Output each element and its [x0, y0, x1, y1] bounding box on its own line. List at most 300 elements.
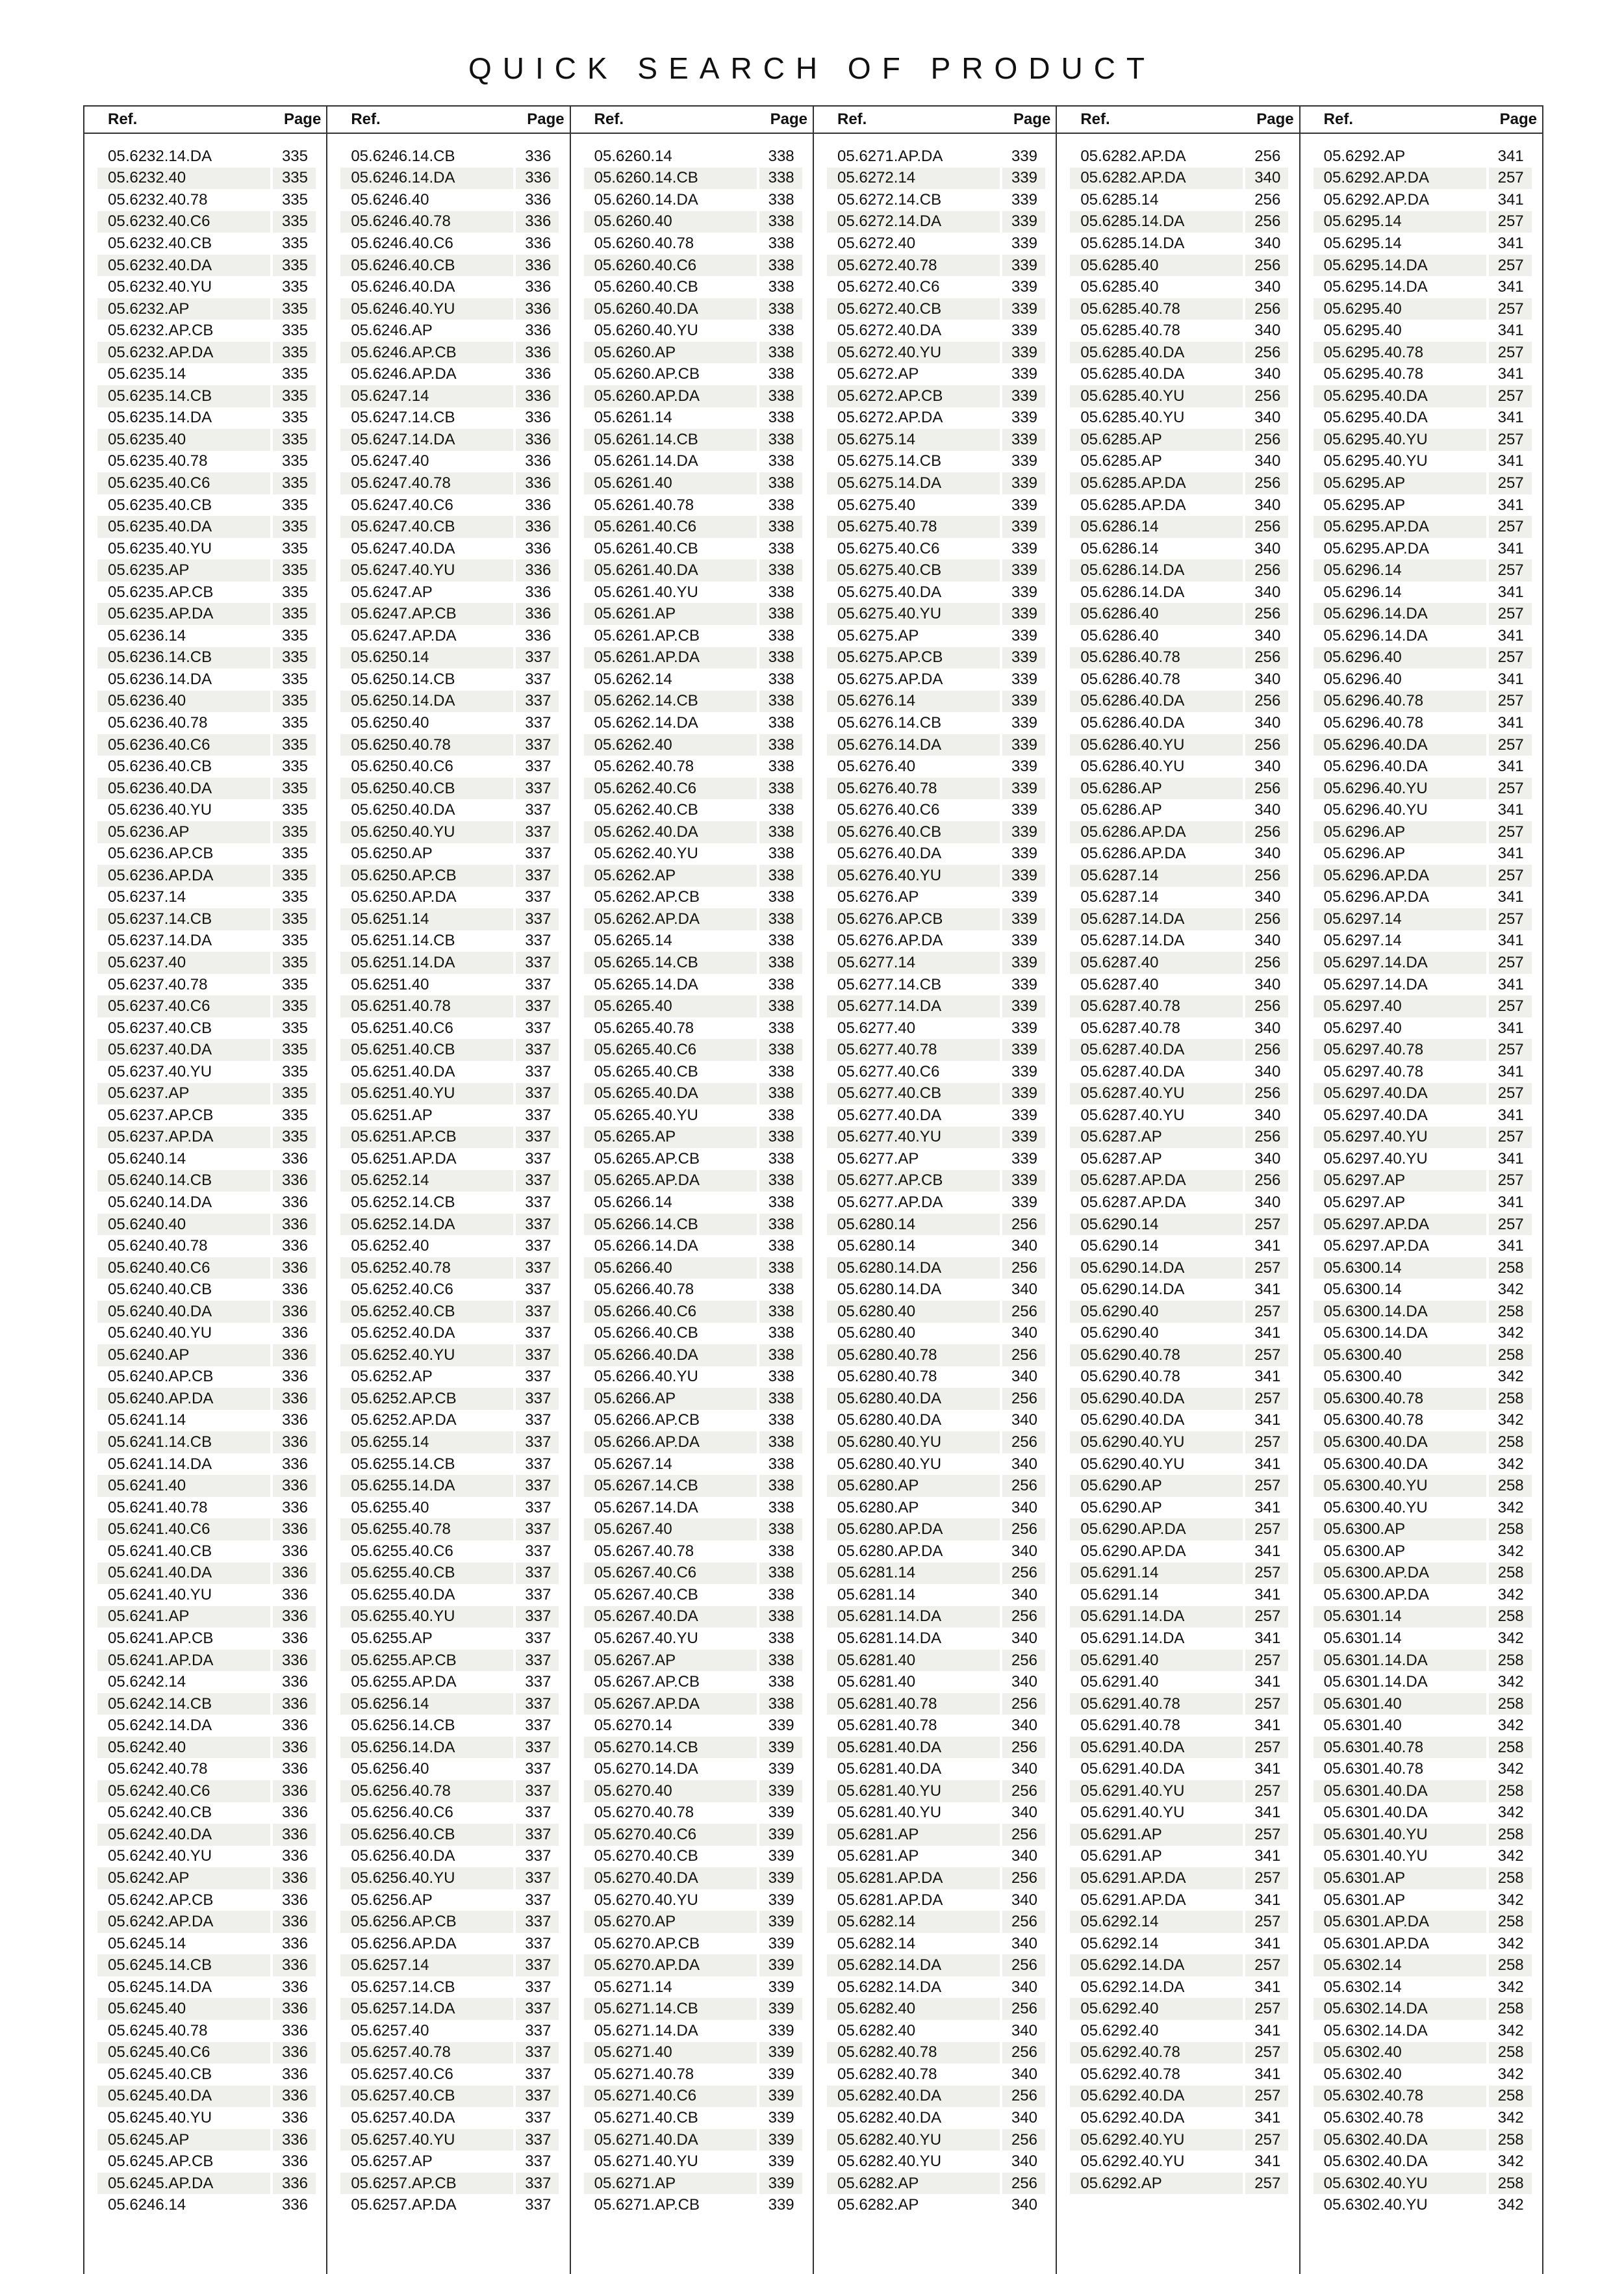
- product-ref: 05.6295.40: [1313, 298, 1486, 320]
- page-number: 341: [1489, 887, 1532, 909]
- product-ref: 05.6267.14.DA: [584, 1497, 757, 1519]
- page-number: 335: [273, 298, 316, 320]
- table-row: [327, 1715, 569, 1737]
- product-ref: 05.6291.40.YU: [1070, 1780, 1243, 1802]
- product-ref: 05.6296.14: [1313, 559, 1486, 581]
- product-ref: 05.6237.AP.DA: [97, 1127, 270, 1149]
- page-number: 256: [1245, 211, 1288, 233]
- page-number: 336: [273, 1344, 316, 1366]
- product-ref: 05.6247.40.DA: [340, 538, 513, 560]
- product-ref: 05.6251.40.DA: [340, 1061, 513, 1083]
- product-ref: 05.6260.14.DA: [584, 189, 757, 211]
- table-row: [84, 559, 326, 581]
- product-ref: 05.6247.14.DA: [340, 429, 513, 451]
- table-row: [571, 1606, 813, 1628]
- product-ref: 05.6235.40.DA: [97, 516, 270, 538]
- table-row: [814, 952, 1056, 974]
- product-ref: 05.6246.40.YU: [340, 298, 513, 320]
- page-number: 337: [516, 691, 559, 713]
- table-row: [1300, 342, 1542, 364]
- page-number: 341: [1489, 407, 1532, 429]
- table-row: [1057, 1584, 1299, 1606]
- page-number: 336: [273, 2042, 316, 2064]
- product-ref: 05.6252.40.C6: [340, 1279, 513, 1301]
- product-ref: 05.6251.AP.DA: [340, 1148, 513, 1170]
- table-row: [814, 1301, 1056, 1323]
- page-number: 337: [516, 1475, 559, 1497]
- table-row: [814, 1911, 1056, 1933]
- table-row: [1057, 1933, 1299, 1955]
- product-ref: 05.6276.AP.DA: [827, 930, 1000, 952]
- product-ref: 05.6280.40.YU: [827, 1453, 1000, 1476]
- product-ref: 05.6272.AP.CB: [827, 385, 1000, 407]
- table-row: [571, 472, 813, 494]
- table-row: [814, 1889, 1056, 1911]
- table-row: [84, 625, 326, 647]
- table-row: [84, 472, 326, 494]
- page-number: 336: [516, 451, 559, 473]
- product-ref: 05.6251.40.CB: [340, 1039, 513, 1061]
- product-ref: 05.6260.40: [584, 211, 757, 233]
- table-row: [84, 168, 326, 190]
- product-ref: 05.6297.40.DA: [1313, 1105, 1486, 1127]
- product-ref: 05.6287.AP: [1070, 1127, 1243, 1149]
- table-row: [327, 1388, 569, 1410]
- page-number: 341: [1245, 1846, 1288, 1868]
- product-ref: 05.6292.40.78: [1070, 2063, 1243, 2086]
- page-number: 340: [1245, 625, 1288, 647]
- product-ref: 05.6300.14.DA: [1313, 1323, 1486, 1345]
- table-row: [1057, 1650, 1299, 1672]
- product-ref: 05.6257.40: [340, 2020, 513, 2042]
- product-ref: 05.6256.AP: [340, 1889, 513, 1911]
- table-row: [327, 1584, 569, 1606]
- product-ref: 05.6251.AP: [340, 1105, 513, 1127]
- product-ref: 05.6266.40.YU: [584, 1366, 757, 1388]
- product-ref: 05.6267.AP.CB: [584, 1671, 757, 1693]
- page-number: 337: [516, 1563, 559, 1585]
- product-ref: 05.6272.40.C6: [827, 276, 1000, 298]
- table-row: [571, 712, 813, 734]
- table-row: [814, 1563, 1056, 1585]
- table-row: [84, 647, 326, 669]
- table-row: [571, 2173, 813, 2195]
- table-row: [327, 1344, 569, 1366]
- page-number: 338: [759, 908, 802, 930]
- page-number: 342: [1489, 1715, 1532, 1737]
- page-number: 256: [1002, 2173, 1045, 2195]
- table-row: [1057, 1235, 1299, 1257]
- page-number: 337: [516, 1584, 559, 1606]
- table-row: [1300, 2129, 1542, 2151]
- table-row: [571, 2086, 813, 2108]
- product-ref: 05.6280.14.DA: [827, 1279, 1000, 1301]
- product-ref: 05.6266.40.CB: [584, 1323, 757, 1345]
- product-ref: 05.6265.14: [584, 930, 757, 952]
- page-number: 336: [516, 233, 559, 255]
- product-ref: 05.6296.40.78: [1313, 712, 1486, 734]
- table-row: [814, 756, 1056, 778]
- table-row: [571, 1824, 813, 1846]
- table-row: [327, 1802, 569, 1824]
- page-number: 341: [1489, 233, 1532, 255]
- table-row: [327, 778, 569, 800]
- table-row: [814, 2063, 1056, 2086]
- page-number: 342: [1489, 1497, 1532, 1519]
- table-row: [814, 1867, 1056, 1889]
- table-row: [84, 1650, 326, 1672]
- page-number: 335: [273, 799, 316, 821]
- page-number: 338: [759, 494, 802, 517]
- product-ref: 05.6292.40.78: [1070, 2042, 1243, 2064]
- page-number: 339: [1002, 559, 1045, 581]
- product-ref: 05.6277.AP.CB: [827, 1170, 1000, 1192]
- table-row: [327, 1954, 569, 1976]
- product-ref: 05.6267.40.C6: [584, 1563, 757, 1585]
- page-number: 336: [516, 516, 559, 538]
- product-ref: 05.6292.40.YU: [1070, 2129, 1243, 2151]
- product-ref: 05.6277.14: [827, 952, 1000, 974]
- page-number: 342: [1489, 1584, 1532, 1606]
- page-number: 258: [1489, 1911, 1532, 1933]
- page-number: 338: [759, 821, 802, 843]
- product-ref: 05.6291.40.78: [1070, 1693, 1243, 1715]
- page-number: 256: [1002, 1606, 1045, 1628]
- table-row: [1057, 1911, 1299, 1933]
- page-number: 256: [1245, 734, 1288, 756]
- product-ref: 05.6236.40.CB: [97, 756, 270, 778]
- product-ref: 05.6271.40.78: [584, 2063, 757, 2086]
- table-row: [1300, 1388, 1542, 1410]
- page-number: 338: [759, 581, 802, 604]
- page-number: 337: [516, 799, 559, 821]
- product-ref: 05.6242.14: [97, 1671, 270, 1693]
- product-ref: 05.6252.14.DA: [340, 1214, 513, 1236]
- product-ref: 05.6246.AP.DA: [340, 363, 513, 385]
- page-number: 336: [273, 2194, 316, 2216]
- product-ref: 05.6267.14.CB: [584, 1475, 757, 1497]
- table-row: [814, 1976, 1056, 1999]
- table-row: [571, 1802, 813, 1824]
- product-ref: 05.6297.14: [1313, 930, 1486, 952]
- table-row: [571, 1214, 813, 1236]
- product-ref: 05.6301.AP.DA: [1313, 1911, 1486, 1933]
- table-row: [327, 1061, 569, 1083]
- product-ref: 05.6246.14.CB: [340, 146, 513, 168]
- product-ref: 05.6256.40.78: [340, 1780, 513, 1802]
- page-number: 340: [1002, 1540, 1045, 1563]
- table-row: [327, 821, 569, 843]
- product-ref: 05.6286.14: [1070, 538, 1243, 560]
- table-row: [1057, 1889, 1299, 1911]
- table-row: [571, 146, 813, 168]
- table-row: [571, 1366, 813, 1388]
- product-ref: 05.6291.40.DA: [1070, 1758, 1243, 1780]
- product-ref: 05.6285.14: [1070, 189, 1243, 211]
- product-ref: 05.6291.14: [1070, 1563, 1243, 1585]
- page-number: 340: [1245, 799, 1288, 821]
- product-ref: 05.6237.14.DA: [97, 930, 270, 952]
- page-number: 257: [1245, 1867, 1288, 1889]
- table-row: [84, 712, 326, 734]
- table-row: [1057, 1758, 1299, 1780]
- product-ref: 05.6237.14.CB: [97, 908, 270, 930]
- table-row: [1300, 1039, 1542, 1061]
- product-ref: 05.6300.40.78: [1313, 1410, 1486, 1432]
- product-ref: 05.6285.40.78: [1070, 320, 1243, 342]
- product-ref: 05.6280.14: [827, 1214, 1000, 1236]
- page-number: 339: [1002, 734, 1045, 756]
- product-ref: 05.6265.40.C6: [584, 1039, 757, 1061]
- table-row: [84, 1715, 326, 1737]
- product-ref: 05.6296.14.DA: [1313, 625, 1486, 647]
- product-ref: 05.6287.40.78: [1070, 995, 1243, 1017]
- product-ref: 05.6291.40: [1070, 1671, 1243, 1693]
- page-number: 342: [1489, 1758, 1532, 1780]
- page-number: 339: [1002, 451, 1045, 473]
- product-ref: 05.6255.40.DA: [340, 1584, 513, 1606]
- product-ref: 05.6295.40.YU: [1313, 451, 1486, 473]
- product-ref: 05.6246.AP.CB: [340, 342, 513, 364]
- product-ref: 05.6242.14.CB: [97, 1693, 270, 1715]
- page-number: 336: [273, 1737, 316, 1759]
- page-number: 336: [273, 1323, 316, 1345]
- page-number: 257: [1489, 429, 1532, 451]
- page-number: 339: [759, 1911, 802, 1933]
- product-ref: 05.6232.40.C6: [97, 211, 270, 233]
- page-number: 335: [273, 559, 316, 581]
- product-ref: 05.6281.AP.DA: [827, 1889, 1000, 1911]
- table-row: [1057, 255, 1299, 277]
- page-number: 341: [1489, 146, 1532, 168]
- product-ref: 05.6245.40.DA: [97, 2086, 270, 2108]
- product-ref: 05.6271.40.CB: [584, 2107, 757, 2129]
- page-number: 337: [516, 1518, 559, 1540]
- page-number: 335: [273, 581, 316, 604]
- table-row: [84, 146, 326, 168]
- table-row: [84, 1802, 326, 1824]
- product-ref: 05.6276.14.DA: [827, 734, 1000, 756]
- product-ref: 05.6296.AP: [1313, 821, 1486, 843]
- table-row: [814, 1017, 1056, 1040]
- page-number: 340: [1245, 1192, 1288, 1214]
- page-number: 338: [759, 1127, 802, 1149]
- page-number: 340: [1002, 1802, 1045, 1824]
- page-number: 336: [516, 168, 559, 190]
- product-ref: 05.6265.40.78: [584, 1017, 757, 1040]
- product-ref: 05.6271.14.DA: [584, 2020, 757, 2042]
- product-ref: 05.6295.AP.DA: [1313, 538, 1486, 560]
- table-row: [814, 1235, 1056, 1257]
- product-ref: 05.6285.40.DA: [1070, 342, 1243, 364]
- product-ref: 05.6302.40: [1313, 2042, 1486, 2064]
- table-row: [327, 1214, 569, 1236]
- table-row: [814, 2151, 1056, 2173]
- page-number: 338: [759, 1475, 802, 1497]
- page-number: 337: [516, 1846, 559, 1868]
- product-ref: 05.6270.40: [584, 1780, 757, 1802]
- table-row: [1057, 342, 1299, 364]
- page-number: 338: [759, 1671, 802, 1693]
- product-ref: 05.6291.AP.DA: [1070, 1889, 1243, 1911]
- page-number: 341: [1245, 1758, 1288, 1780]
- table-row: [814, 1148, 1056, 1170]
- product-ref: 05.6297.40.YU: [1313, 1127, 1486, 1149]
- product-ref: 05.6237.40.CB: [97, 1017, 270, 1040]
- page-number: 335: [273, 712, 316, 734]
- page-number: 341: [1489, 189, 1532, 211]
- table-row: [1057, 1017, 1299, 1040]
- product-ref: 05.6262.14: [584, 669, 757, 691]
- product-ref: 05.6290.14: [1070, 1214, 1243, 1236]
- product-ref: 05.6245.14.DA: [97, 1976, 270, 1999]
- product-ref: 05.6232.AP: [97, 298, 270, 320]
- page-number: 336: [273, 1497, 316, 1519]
- page-number: 339: [1002, 1170, 1045, 1192]
- column-header: [1300, 107, 1542, 134]
- table-row: [1300, 799, 1542, 821]
- table-row: [84, 1148, 326, 1170]
- product-ref: 05.6302.40.78: [1313, 2107, 1486, 2129]
- table-row: [327, 1998, 569, 2020]
- product-ref: 05.6286.40.YU: [1070, 734, 1243, 756]
- page-number: 338: [759, 255, 802, 277]
- product-ref: 05.6266.14: [584, 1192, 757, 1214]
- table-row: [1300, 320, 1542, 342]
- product-ref: 05.6287.40.YU: [1070, 1083, 1243, 1105]
- table-row: [571, 189, 813, 211]
- product-ref: 05.6245.40: [97, 1998, 270, 2020]
- table-row: [571, 930, 813, 952]
- product-ref: 05.6281.40.DA: [827, 1737, 1000, 1759]
- page-number: 340: [1245, 494, 1288, 517]
- page-number: 341: [1245, 1366, 1288, 1388]
- table-row: [327, 1170, 569, 1192]
- product-ref: 05.6280.AP: [827, 1497, 1000, 1519]
- page-number: 337: [516, 1344, 559, 1366]
- table-row: [814, 189, 1056, 211]
- table-row: [327, 691, 569, 713]
- table-row: [814, 516, 1056, 538]
- product-ref: 05.6276.14: [827, 691, 1000, 713]
- page-number: 257: [1245, 1780, 1288, 1802]
- page-number: 336: [273, 2173, 316, 2195]
- table-row: [571, 995, 813, 1017]
- table-row: [327, 1235, 569, 1257]
- index-column: [327, 107, 570, 2274]
- product-ref: 05.6270.AP.CB: [584, 1933, 757, 1955]
- page-number: 340: [1002, 1846, 1045, 1868]
- page-number: 256: [1245, 821, 1288, 843]
- page-number: 335: [273, 1127, 316, 1149]
- table-row: [571, 1911, 813, 1933]
- table-row: [814, 2107, 1056, 2129]
- table-row: [84, 189, 326, 211]
- table-row: [571, 1954, 813, 1976]
- table-row: [571, 908, 813, 930]
- product-ref: 05.6272.14: [827, 168, 1000, 190]
- table-row: [571, 887, 813, 909]
- table-row: [814, 363, 1056, 385]
- product-ref: 05.6240.14.CB: [97, 1170, 270, 1192]
- page-number: 256: [1245, 952, 1288, 974]
- page-number: 339: [1002, 625, 1045, 647]
- page-number: 341: [1489, 494, 1532, 517]
- table-row: [571, 1518, 813, 1540]
- page-number: 336: [273, 1475, 316, 1497]
- table-row: [327, 385, 569, 407]
- product-ref: 05.6261.40.YU: [584, 581, 757, 604]
- table-row: [814, 2173, 1056, 2195]
- page-number: 338: [759, 1540, 802, 1563]
- product-ref: 05.6236.AP.CB: [97, 843, 270, 865]
- product-ref: 05.6257.40.CB: [340, 2086, 513, 2108]
- product-ref: 05.6235.AP: [97, 559, 270, 581]
- page-number: 339: [1002, 603, 1045, 625]
- product-ref: 05.6242.AP: [97, 1867, 270, 1889]
- table-row: [814, 1431, 1056, 1453]
- table-row: [1300, 734, 1542, 756]
- table-row: [327, 1083, 569, 1105]
- table-row: [571, 1453, 813, 1476]
- page-number: 337: [516, 1715, 559, 1737]
- page-number: 335: [273, 494, 316, 517]
- table-row: [1057, 1475, 1299, 1497]
- table-row: [571, 647, 813, 669]
- product-ref: 05.6302.40.78: [1313, 2086, 1486, 2108]
- table-row: [814, 1279, 1056, 1301]
- product-ref: 05.6236.AP: [97, 821, 270, 843]
- page-number: 258: [1489, 1737, 1532, 1759]
- table-row: [1057, 1954, 1299, 1976]
- page-number: 336: [273, 1235, 316, 1257]
- product-ref: 05.6302.40.DA: [1313, 2151, 1486, 2173]
- product-ref: 05.6240.14: [97, 1148, 270, 1170]
- page-number: 341: [1245, 1453, 1288, 1476]
- page-number: 335: [273, 363, 316, 385]
- product-ref: 05.6247.AP.CB: [340, 603, 513, 625]
- table-row: [84, 1214, 326, 1236]
- table-row: [1300, 1497, 1542, 1519]
- table-row: [571, 691, 813, 713]
- page-number: 337: [516, 2173, 559, 2195]
- page-number: 257: [1245, 1257, 1288, 1279]
- page-number: 341: [1489, 974, 1532, 996]
- table-row: [327, 1650, 569, 1672]
- table-row: [814, 1061, 1056, 1083]
- product-ref: 05.6286.40: [1070, 625, 1243, 647]
- page-number: 336: [516, 429, 559, 451]
- product-ref: 05.6270.AP.DA: [584, 1954, 757, 1976]
- product-ref: 05.6266.AP.CB: [584, 1410, 757, 1432]
- header-ref: Ref.: [1080, 110, 1110, 128]
- table-row: [571, 1388, 813, 1410]
- product-ref: 05.6275.AP.CB: [827, 647, 1000, 669]
- product-ref: 05.6237.40.YU: [97, 1061, 270, 1083]
- table-row: [1057, 2020, 1299, 2042]
- table-row: [814, 2086, 1056, 2108]
- table-row: [814, 385, 1056, 407]
- table-row: [814, 1998, 1056, 2020]
- table-row: [814, 1693, 1056, 1715]
- table-row: [84, 1693, 326, 1715]
- page-number: 337: [516, 1933, 559, 1955]
- product-ref: 05.6266.40: [584, 1257, 757, 1279]
- table-row: [571, 1083, 813, 1105]
- product-ref: 05.6295.AP: [1313, 494, 1486, 517]
- page-number: 337: [516, 1998, 559, 2020]
- product-ref: 05.6290.14.DA: [1070, 1279, 1243, 1301]
